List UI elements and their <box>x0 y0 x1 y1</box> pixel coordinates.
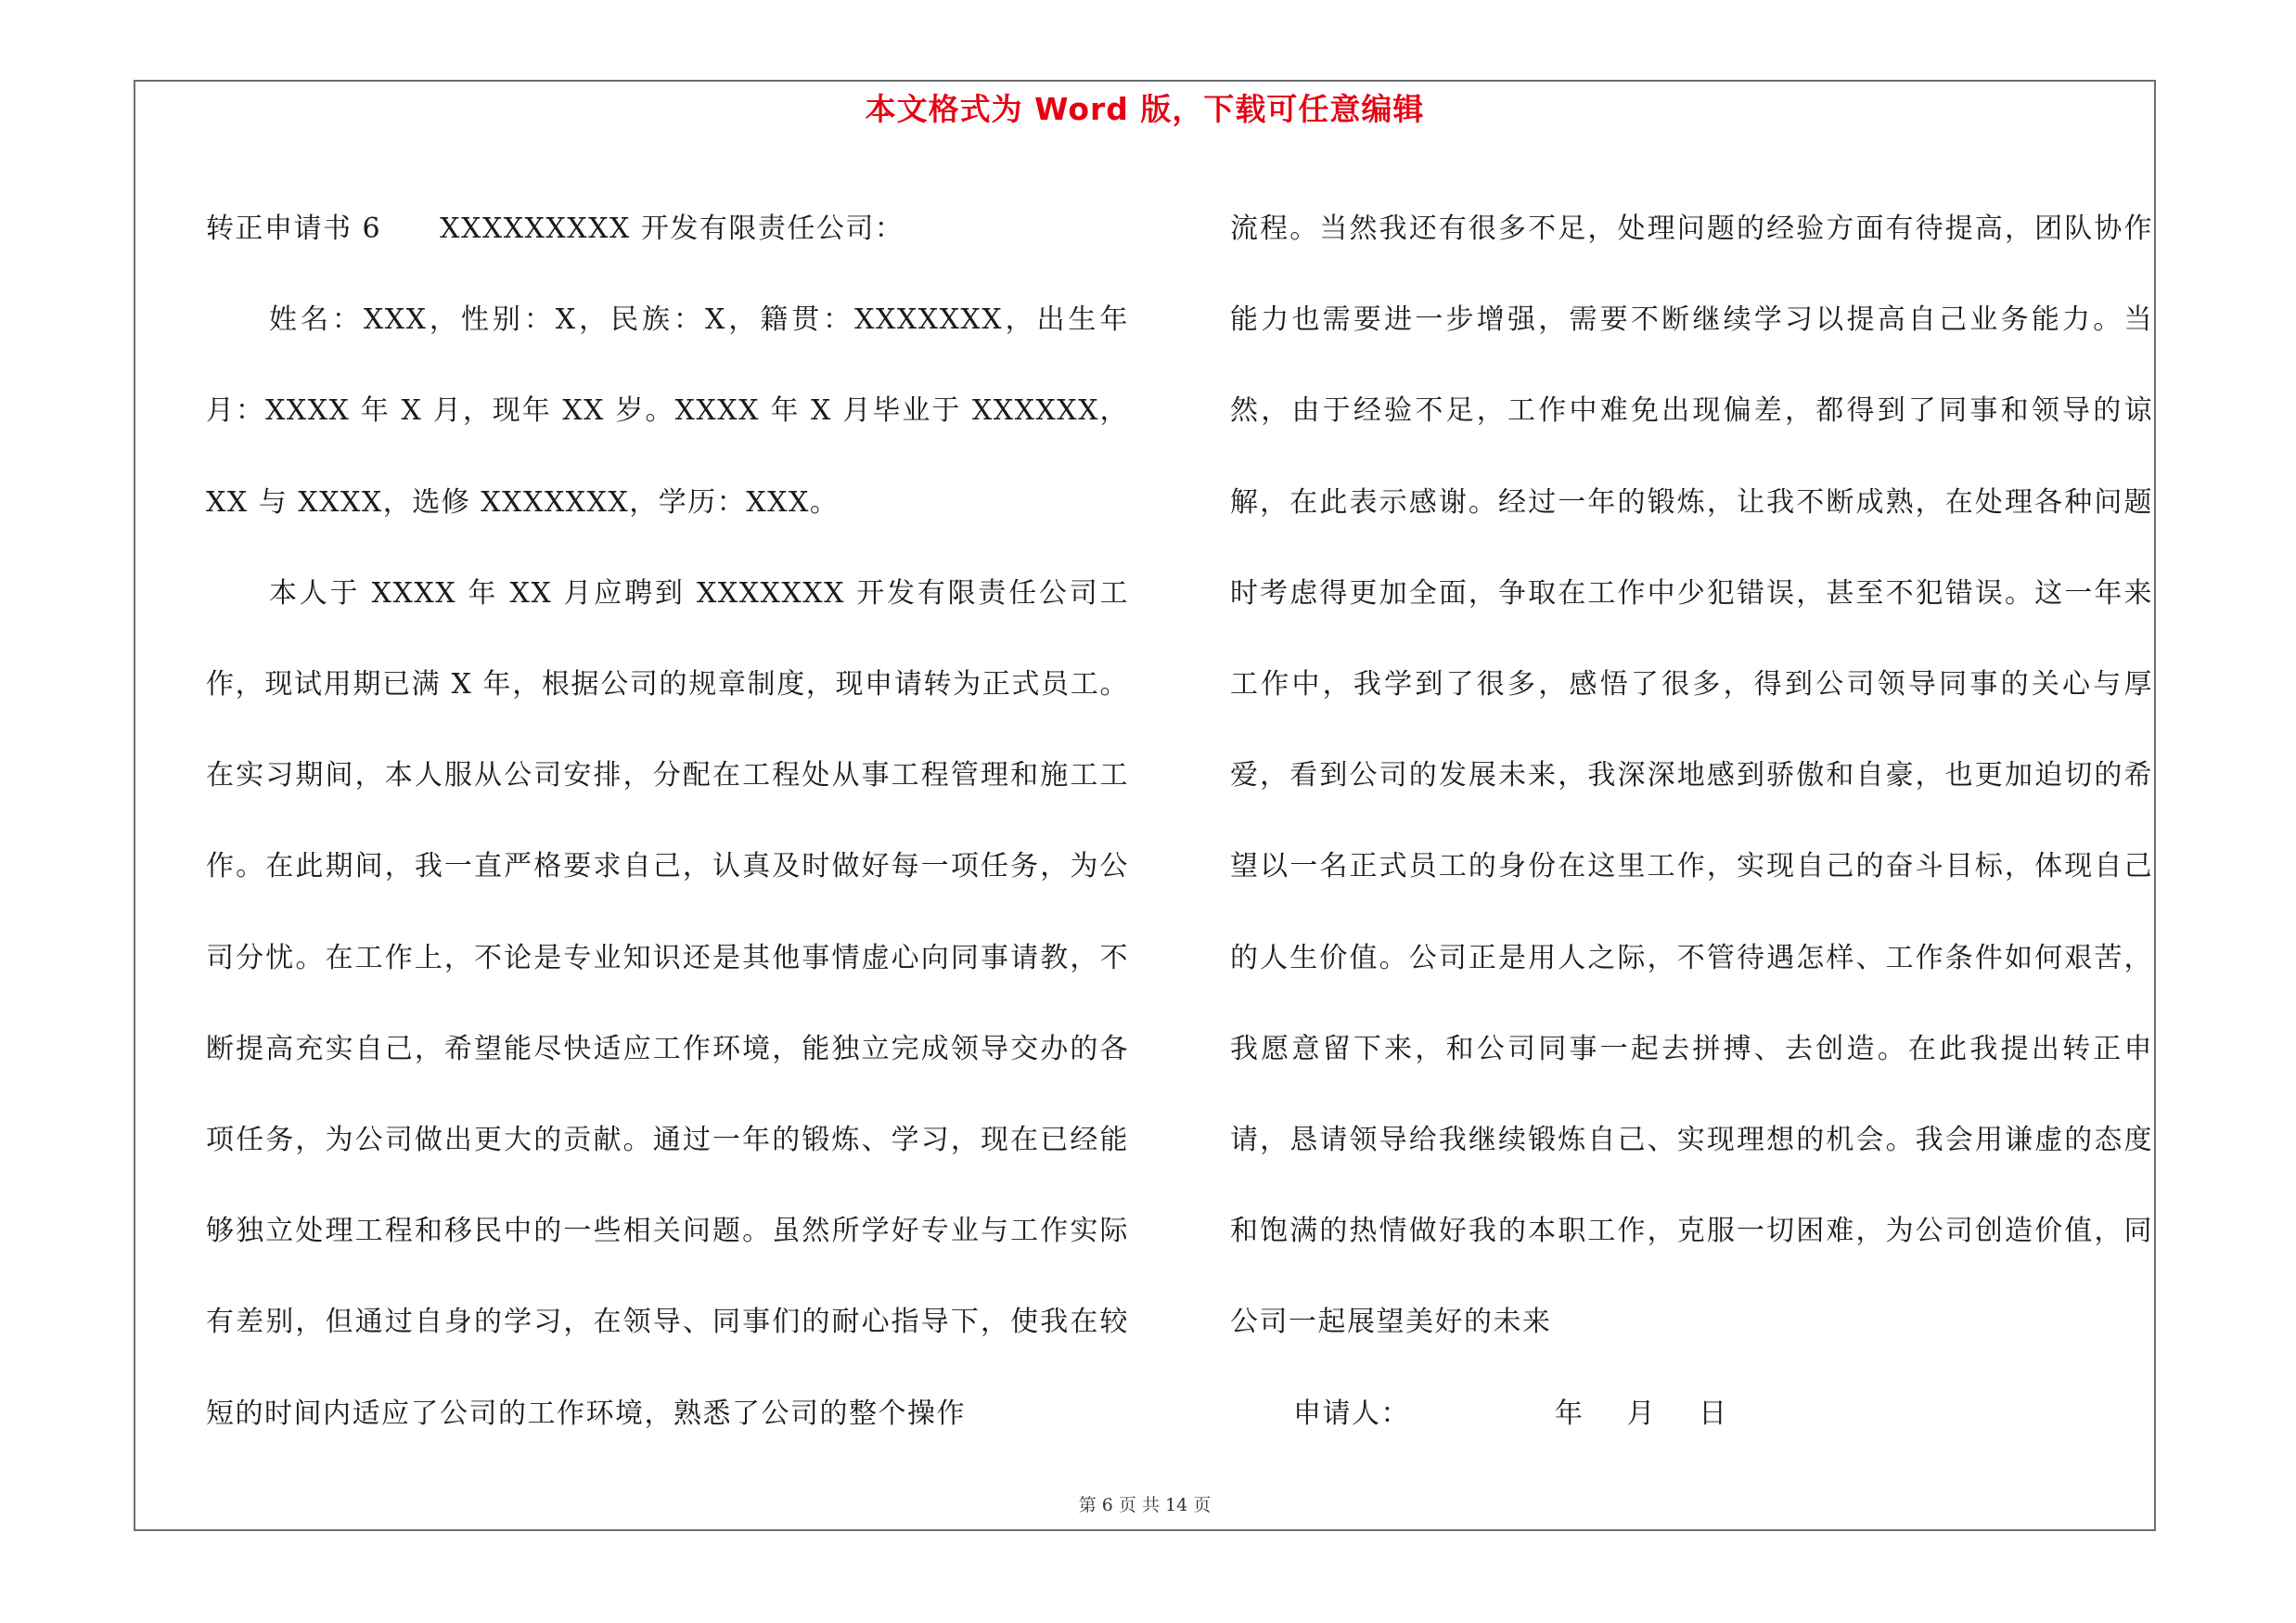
body-paragraph: 本人于 XXXX 年 XX 月应聘到 XXXXXXX 开发有限责任公司工作，现试用期已满 X 年，根据公司的规章制度，现申请转为正式员工。在实习期间，本人服从公司安排，分配在工程处从事工程管理和施工工作。在此期间，我一直严格要求自己，认真及时做好每一项任务，为公司分忧。在工作上，不论是专业知识还是其他事情虚心向同事请教，不断提高充实自己，希望能尽快适应工作环境，能独立完成领导交办的各项任务，为公司做出更大的贡献。通过一年的锻炼、学习，现在已经能够独立处理工程和移民中的一些相关问题。虽然所学好专业与工作实际有差别，但通过自身的学习，在领导、同事们的耐心指导下，使我在较短的时间内适应了公司的工作环境，熟悉了公司的整个操作 <box>206 576 1129 1430</box>
page-number-footer: 第 6 页 共 14 页 <box>1078 1495 1212 1515</box>
continued-paragraph: 流程。当然我还有很多不足，处理问题的经验方面有待提高，团队协作能力也需要进一步增强，需要不断继续学习以提高自己业务能力。当然，由于经验不足，工作中难免出现偏差，都得到了同事和领导的谅解，在此表示感谢。经过一年的锻炼，让我不断成熟，在处理各种问题时考虑得更加全面，争取在工作中少犯错误，甚至不犯错误。这一年来工作中，我学到了很多，感悟了很多，得到公司领导同事的关心与厚爱，看到公司的发展未来，我深深地感到骄傲和自豪，也更加迫切的希望以一名正式员工的身份在这里工作，实现自己的奋斗目标，体现自己的人生价值。公司正是用人之际，不管待遇怎样、工作条件如何艰苦，我愿意留下来，和公司同事一起去拼搏、去创造。在此我提出转正申请，恳请领导给我继续锻炼自己、实现理想的机会。我会用谦虚的态度和饱满的热情做好我的本职工作，克服一切困难，为公司创造价值，同公司一起展望美好的未来 <box>1230 213 2153 1339</box>
personal-info-paragraph: 姓名：XXX，性别：X，民族：X，籍贯：XXXXXXX，出生年月：XXXX 年 X 月，现年 XX 岁。XXXX 年 X 月毕业于 XXXXXX，XX 与 XXXX，选修 XXXXXXX，学历：XXX。 <box>206 303 1129 519</box>
date-label: 年 月 日 <box>1555 1397 1728 1430</box>
left-column <box>206 184 1129 1460</box>
signature-block <box>1230 1369 2153 1460</box>
letter-heading: 转正申请书 6 XXXXXXXXX 开发有限责任公司： <box>206 213 904 245</box>
applicant-label: 申请人： <box>1293 1397 1410 1430</box>
right-column <box>1230 184 2153 1460</box>
word-format-banner: 本文格式为 Word 版，下载可任意编辑 <box>865 91 1425 127</box>
